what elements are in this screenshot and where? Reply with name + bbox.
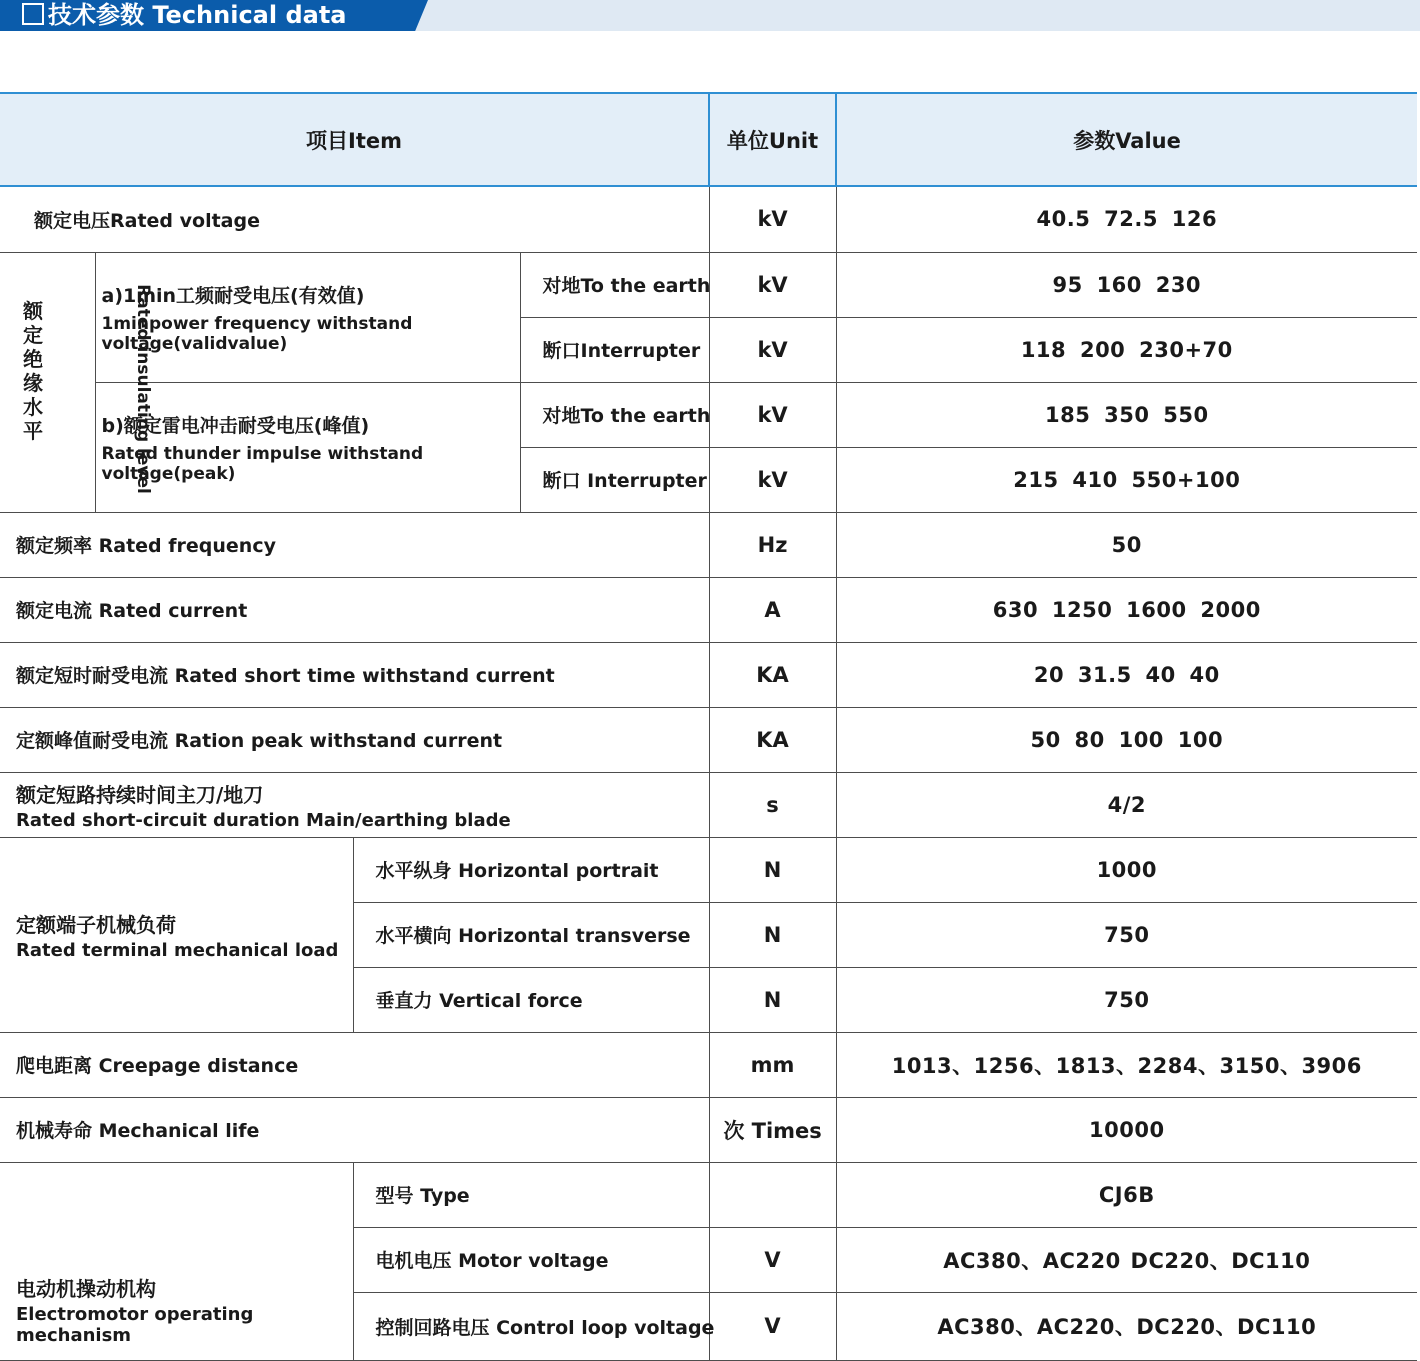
- row-label: 额定频率 Rated frequency: [0, 512, 709, 577]
- short-circuit-label: [0, 772, 709, 837]
- table-row: [0, 707, 1417, 772]
- column-header-value: 参数Value: [836, 93, 1417, 186]
- insulation-group-label: [0, 252, 153, 512]
- sub-label: 对地To the earth: [520, 382, 709, 447]
- row-value: 750: [836, 902, 1417, 967]
- row-value: AC380、AC220 DC220、DC110: [836, 1227, 1417, 1292]
- row-label: 额定电流 Rated current: [0, 577, 709, 642]
- insulation-group-cn: 额定绝缘水平: [23, 298, 43, 443]
- insulation-group-en: Rated insulating level: [133, 283, 153, 494]
- section-banner: [0, 0, 1420, 31]
- sub-label: 水平横向 Horizontal transverse: [353, 902, 709, 967]
- column-header-item: 项目Item: [0, 93, 709, 186]
- row-unit: kV: [709, 317, 836, 382]
- table-header-row: [0, 93, 1417, 186]
- row-value: 4/2: [836, 772, 1417, 837]
- row-unit: [709, 1162, 836, 1227]
- sub-label: 对地To the earth: [520, 252, 709, 317]
- section-title: [22, 0, 347, 31]
- table-row: [0, 252, 1417, 317]
- terminal-load-cn: 定额端子机械负荷: [16, 912, 176, 937]
- column-header-unit: 单位Unit: [709, 93, 836, 186]
- row-unit: s: [709, 772, 836, 837]
- row-unit: kV: [709, 382, 836, 447]
- row-value: 1000: [836, 837, 1417, 902]
- table-row: [0, 382, 1417, 447]
- terminal-load-en: Rated terminal mechanical load: [16, 939, 339, 961]
- sub-label: 控制回路电压 Control loop voltage: [353, 1292, 709, 1360]
- insulation-a-cn: a)1min工频耐受电压(有效值): [101, 284, 365, 307]
- row-value: 118 200 230+70: [836, 317, 1417, 382]
- insulation-b-cn: b)额定雷电冲击耐受电压(峰值): [101, 414, 370, 437]
- sub-label: 型号 Type: [353, 1162, 709, 1227]
- row-value: 40.5 72.5 126: [836, 186, 1417, 252]
- table-row: [0, 1097, 1417, 1162]
- row-value: 750: [836, 967, 1417, 1032]
- row-unit: KA: [709, 642, 836, 707]
- row-value: 630 1250 1600 2000: [836, 577, 1417, 642]
- terminal-load-label: [0, 837, 353, 1032]
- row-unit: Hz: [709, 512, 836, 577]
- sub-label: 断口Interrupter: [520, 317, 709, 382]
- table-row: [0, 837, 1417, 902]
- row-value: 20 31.5 40 40: [836, 642, 1417, 707]
- table-row: [0, 642, 1417, 707]
- row-label: 机械寿命 Mechanical life: [0, 1097, 709, 1162]
- row-unit: V: [709, 1292, 836, 1360]
- row-value: 185 350 550: [836, 382, 1417, 447]
- row-value: 95 160 230: [836, 252, 1417, 317]
- operating-mech-cn: 电动机操动机构: [16, 1276, 156, 1301]
- insulation-a-label: [95, 252, 520, 382]
- row-label: 爬电距离 Creepage distance: [0, 1032, 709, 1097]
- row-unit: A: [709, 577, 836, 642]
- row-unit: N: [709, 837, 836, 902]
- sub-label: 垂直力 Vertical force: [353, 967, 709, 1032]
- row-unit: 次 Times: [709, 1097, 836, 1162]
- row-value: AC380、AC220、DC220、DC110: [836, 1292, 1417, 1360]
- operating-mech-en: Electromotor operating mechanism: [16, 1303, 254, 1346]
- sub-label: 水平纵身 Horizontal portrait: [353, 837, 709, 902]
- row-unit: V: [709, 1227, 836, 1292]
- table-row: [0, 186, 1417, 252]
- row-value: 215 410 550+100: [836, 447, 1417, 512]
- technical-data-table: [0, 92, 1417, 1361]
- table-row: [0, 1162, 1417, 1227]
- insulation-b-en: Rated thunder impulse withstand voltage(peak): [101, 443, 424, 484]
- row-unit: kV: [709, 252, 836, 317]
- row-value: 10000: [836, 1097, 1417, 1162]
- row-value: 50 80 100 100: [836, 707, 1417, 772]
- table-row: [0, 1032, 1417, 1097]
- checkbox-icon: [22, 3, 44, 25]
- row-label: 额定电压Rated voltage: [0, 186, 709, 252]
- row-unit: kV: [709, 186, 836, 252]
- table-row: [0, 772, 1417, 837]
- row-unit: KA: [709, 707, 836, 772]
- row-label: 额定短时耐受电流 Rated short time withstand current: [0, 642, 709, 707]
- row-unit: N: [709, 967, 836, 1032]
- row-unit: N: [709, 902, 836, 967]
- row-value: CJ6B: [836, 1162, 1417, 1227]
- row-value: 50: [836, 512, 1417, 577]
- insulation-b-label: [95, 382, 520, 512]
- table-row: [0, 512, 1417, 577]
- row-value: 1013、1256、1813、2284、3150、3906: [836, 1032, 1417, 1097]
- section-title-text: 技术参数 Technical data: [48, 1, 347, 29]
- row-label: 定额峰值耐受电流 Ration peak withstand current: [0, 707, 709, 772]
- sub-label: 断口 Interrupter: [520, 447, 709, 512]
- row-unit: kV: [709, 447, 836, 512]
- table-row: [0, 577, 1417, 642]
- insulation-a-en: 1minpower frequency withstand voltage(validvalue): [101, 313, 413, 354]
- sub-label: 电机电压 Motor voltage: [353, 1227, 709, 1292]
- short-circuit-en: Rated short-circuit duration Main/earthing blade: [16, 809, 511, 831]
- operating-mech-label: [0, 1162, 353, 1360]
- short-circuit-cn: 额定短路持续时间主刀/地刀: [16, 782, 264, 807]
- row-unit: mm: [709, 1032, 836, 1097]
